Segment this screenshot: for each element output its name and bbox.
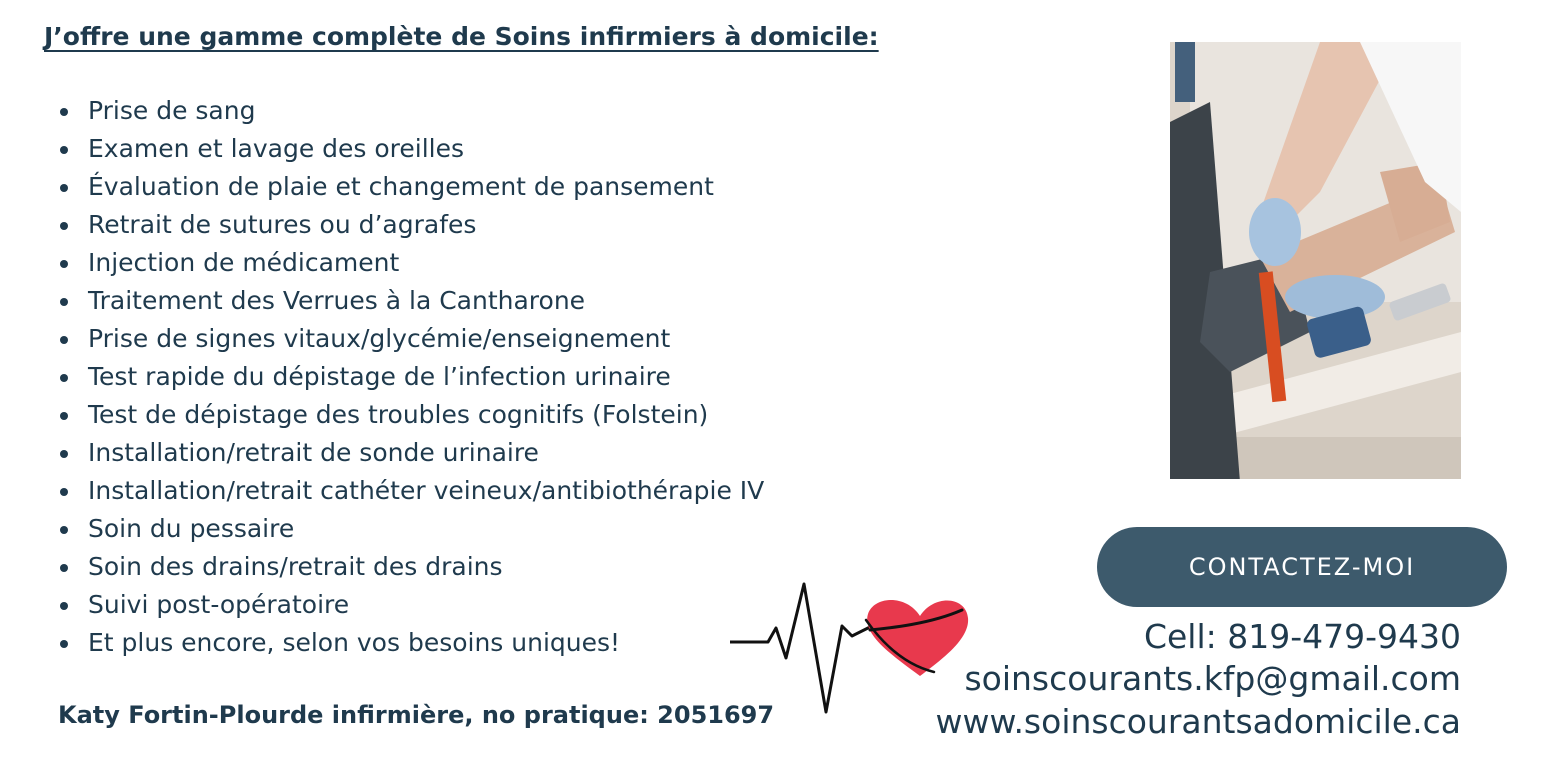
service-item: Retrait de sutures ou d’agrafes — [58, 206, 764, 244]
service-item: Prise de sang — [58, 92, 764, 130]
blood-draw-illustration — [1170, 42, 1461, 479]
service-item: Traitement des Verrues à la Cantharone — [58, 282, 764, 320]
service-item: Examen et lavage des oreilles — [58, 130, 764, 168]
nurse-photo — [1170, 42, 1461, 479]
page-heading: J’offre une gamme complète de Soins infirmiers à domicile: — [44, 22, 879, 51]
heartbeat-heart-icon — [730, 580, 970, 720]
service-item: Évaluation de plaie et changement de pansement — [58, 168, 764, 206]
service-item: Injection de médicament — [58, 244, 764, 282]
service-item: Soin des drains/retrait des drains — [58, 548, 764, 586]
service-item: Prise de signes vitaux/glycémie/enseignement — [58, 320, 764, 358]
nurse-signature: Katy Fortin-Plourde infirmière, no pratique: 2051697 — [58, 701, 775, 729]
service-item: Suivi post-opératoire — [58, 586, 764, 624]
service-item: Et plus encore, selon vos besoins uniques! — [58, 624, 764, 662]
service-item: Soin du pessaire — [58, 510, 764, 548]
service-item: Test rapide du dépistage de l’infection urinaire — [58, 358, 764, 396]
contact-website[interactable]: www.soinscourantsadomicile.ca — [935, 702, 1461, 741]
contact-phone[interactable]: Cell: 819-479-9430 — [1143, 617, 1461, 656]
contact-email[interactable]: soinscourants.kfp@gmail.com — [964, 659, 1461, 698]
service-item: Test de dépistage des troubles cognitifs (Folstein) — [58, 396, 764, 434]
service-item: Installation/retrait cathéter veineux/antibiothérapie IV — [58, 472, 764, 510]
contact-me-button[interactable]: CONTACTEZ-MOI — [1097, 527, 1507, 607]
services-list — [58, 92, 764, 662]
service-item: Installation/retrait de sonde urinaire — [58, 434, 764, 472]
